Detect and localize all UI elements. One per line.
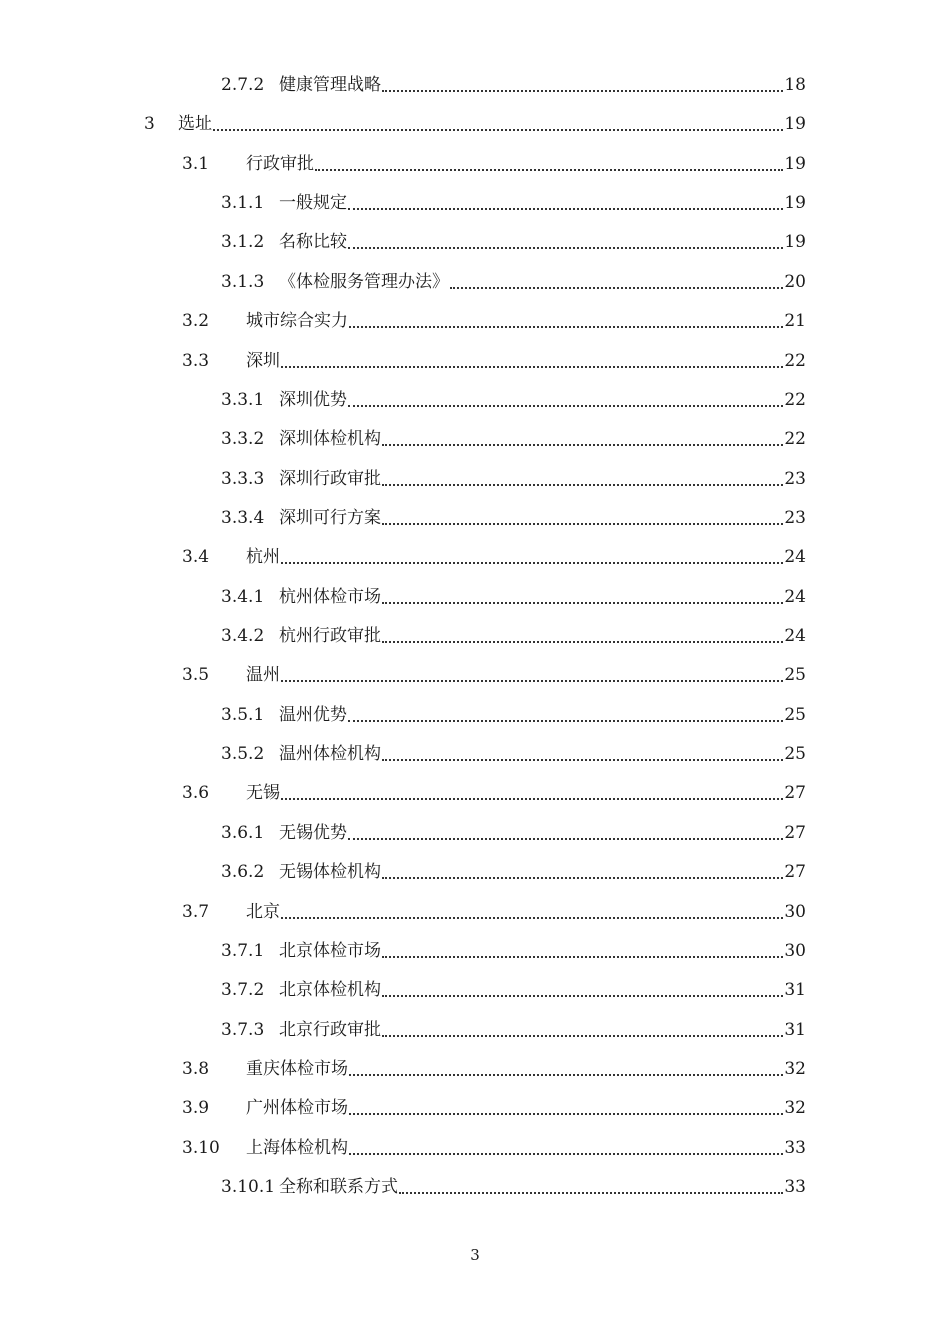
toc-entry-title: 重庆体检市场 bbox=[246, 1059, 348, 1079]
dot-leader bbox=[281, 798, 783, 800]
toc-entry-title: 温州体检机构 bbox=[279, 744, 381, 764]
toc-entry-page: 18 bbox=[784, 75, 806, 95]
dot-leader bbox=[382, 759, 783, 761]
dot-leader bbox=[281, 917, 783, 919]
dot-leader bbox=[382, 602, 783, 604]
toc-entry-number: 3.9 bbox=[182, 1098, 210, 1118]
toc-entry-title: 北京行政审批 bbox=[279, 1020, 381, 1040]
toc-entry-title: 无锡 bbox=[246, 783, 280, 803]
toc-entry-title: 深圳行政审批 bbox=[279, 469, 381, 489]
toc-entry-number: 3.5.1 bbox=[221, 705, 265, 725]
toc-entry-number: 3.6.1 bbox=[221, 823, 265, 843]
toc-entry-page: 19 bbox=[784, 154, 806, 174]
toc-entry-page: 27 bbox=[784, 783, 806, 803]
toc-entry-number: 3.1.2 bbox=[221, 232, 265, 252]
dot-leader bbox=[348, 208, 783, 210]
toc-entry-title: 北京 bbox=[246, 902, 280, 922]
toc-entry-number: 3.5.2 bbox=[221, 744, 265, 764]
toc-entry-number: 3.10 bbox=[182, 1138, 220, 1158]
toc-entry[interactable] bbox=[221, 701, 806, 725]
toc-entry-title: 全称和联系方式 bbox=[279, 1177, 398, 1197]
toc-entry-number: 3.1.1 bbox=[221, 193, 265, 213]
toc-entry-number: 3.4.1 bbox=[221, 587, 265, 607]
toc-entry-page: 25 bbox=[784, 744, 806, 764]
toc-entry-title: 深圳优势 bbox=[279, 390, 347, 410]
toc-entry-page: 31 bbox=[784, 980, 806, 1000]
toc-entry-title: 深圳体检机构 bbox=[279, 429, 381, 449]
toc-entry[interactable] bbox=[182, 898, 806, 922]
dot-leader bbox=[450, 287, 783, 289]
dot-leader bbox=[349, 1113, 783, 1115]
toc-entry-page: 27 bbox=[784, 823, 806, 843]
toc-entry[interactable] bbox=[182, 661, 806, 685]
toc-entry-page: 23 bbox=[784, 469, 806, 489]
toc-entry-title: 选址 bbox=[178, 114, 212, 134]
toc-entry-number: 3.3.3 bbox=[221, 469, 265, 489]
toc-entry-number: 3.4.2 bbox=[221, 626, 265, 646]
toc-entry-number: 3.7.1 bbox=[221, 941, 265, 961]
toc-entry-number: 3.3.1 bbox=[221, 390, 265, 410]
toc-entry[interactable] bbox=[221, 386, 806, 410]
toc-entry-title: 北京体检机构 bbox=[279, 980, 381, 1000]
dot-leader bbox=[382, 956, 783, 958]
dot-leader bbox=[315, 169, 783, 171]
toc-entry[interactable] bbox=[144, 110, 806, 134]
dot-leader bbox=[349, 1153, 783, 1155]
toc-entry-title: 杭州 bbox=[246, 547, 280, 567]
dot-leader bbox=[348, 838, 783, 840]
toc-entry[interactable] bbox=[221, 819, 806, 843]
toc-entry-page: 24 bbox=[784, 547, 806, 567]
toc-entry-page: 19 bbox=[784, 232, 806, 252]
toc-entry-page: 22 bbox=[784, 429, 806, 449]
toc-entry[interactable] bbox=[221, 1173, 806, 1197]
toc-entry-number: 3.6.2 bbox=[221, 862, 265, 882]
toc-entry-page: 32 bbox=[784, 1098, 806, 1118]
dot-leader bbox=[382, 1035, 783, 1037]
toc-entry-number: 3.7.3 bbox=[221, 1020, 265, 1040]
toc-entry[interactable] bbox=[182, 779, 806, 803]
dot-leader bbox=[349, 326, 783, 328]
toc-entry-page: 24 bbox=[784, 587, 806, 607]
dot-leader bbox=[382, 641, 783, 643]
toc-entry-number: 3.8 bbox=[182, 1059, 210, 1079]
toc-entry-title: 名称比较 bbox=[279, 232, 347, 252]
toc-entry-number: 3.5 bbox=[182, 665, 210, 685]
toc-entry[interactable] bbox=[182, 1055, 806, 1079]
toc-entry-number: 3.2 bbox=[182, 311, 210, 331]
toc-entry-page: 19 bbox=[784, 114, 806, 134]
toc-entry-page: 23 bbox=[784, 508, 806, 528]
toc-entry-number: 3.10.1 bbox=[221, 1177, 276, 1197]
toc-entry-page: 19 bbox=[784, 193, 806, 213]
toc-entry-title: 广州体检市场 bbox=[246, 1098, 348, 1118]
toc-entry-title: 上海体检机构 bbox=[246, 1138, 348, 1158]
toc-entry-number: 3.1.3 bbox=[221, 272, 265, 292]
toc-entry-title: 杭州行政审批 bbox=[279, 626, 381, 646]
dot-leader bbox=[399, 1192, 783, 1194]
dot-leader bbox=[348, 247, 783, 249]
toc-entry-number: 3.3.2 bbox=[221, 429, 265, 449]
dot-leader bbox=[349, 1074, 783, 1076]
toc-entry-page: 33 bbox=[784, 1138, 806, 1158]
toc-entry-number: 3.3 bbox=[182, 351, 210, 371]
toc-entry[interactable] bbox=[221, 268, 806, 292]
toc-entry-title: 一般规定 bbox=[279, 193, 347, 213]
toc-entry-number: 3.7.2 bbox=[221, 980, 265, 1000]
toc-entry-page: 22 bbox=[784, 390, 806, 410]
toc-entry-title: 杭州体检市场 bbox=[279, 587, 381, 607]
toc-entry[interactable] bbox=[221, 189, 806, 213]
toc-entry-number: 3.3.4 bbox=[221, 508, 265, 528]
toc-entry-page: 25 bbox=[784, 705, 806, 725]
toc-entry-page: 22 bbox=[784, 351, 806, 371]
toc-entry-page: 20 bbox=[784, 272, 806, 292]
toc-entry-page: 25 bbox=[784, 665, 806, 685]
toc-entry-title: 《体检服务管理办法》 bbox=[279, 272, 449, 292]
dot-leader bbox=[281, 680, 783, 682]
toc-entry-title: 健康管理战略 bbox=[279, 75, 381, 95]
toc-entry[interactable] bbox=[182, 150, 806, 174]
toc-entry-number: 3 bbox=[144, 114, 155, 134]
toc-entry[interactable] bbox=[221, 465, 806, 489]
dot-leader bbox=[382, 877, 783, 879]
toc-entry[interactable] bbox=[221, 622, 806, 646]
toc-entry-number: 2.7.2 bbox=[221, 75, 265, 95]
toc-entry[interactable] bbox=[221, 1016, 806, 1040]
toc-entry[interactable] bbox=[182, 307, 806, 331]
toc-entry[interactable] bbox=[182, 1094, 806, 1118]
toc-entry[interactable] bbox=[182, 347, 806, 371]
toc-entry[interactable] bbox=[182, 1134, 806, 1158]
dot-leader bbox=[281, 366, 783, 368]
toc-entry-number: 3.4 bbox=[182, 547, 210, 567]
toc-entry-page: 30 bbox=[784, 941, 806, 961]
toc-entry-page: 30 bbox=[784, 902, 806, 922]
dot-leader bbox=[348, 720, 783, 722]
toc-entry-title: 北京体检市场 bbox=[279, 941, 381, 961]
toc-entry[interactable] bbox=[221, 228, 806, 252]
toc-entry[interactable] bbox=[221, 976, 806, 1000]
toc-entry-title: 温州优势 bbox=[279, 705, 347, 725]
dot-leader bbox=[382, 90, 783, 92]
toc-entry-page: 21 bbox=[784, 311, 806, 331]
toc-entry[interactable] bbox=[221, 740, 806, 764]
toc-entry[interactable] bbox=[221, 425, 806, 449]
toc-entry-page: 27 bbox=[784, 862, 806, 882]
toc-entry[interactable] bbox=[182, 543, 806, 567]
toc-entry-title: 城市综合实力 bbox=[246, 311, 348, 331]
toc-entry-title: 无锡体检机构 bbox=[279, 862, 381, 882]
toc-entry-page: 31 bbox=[784, 1020, 806, 1040]
dot-leader bbox=[382, 995, 783, 997]
dot-leader bbox=[213, 129, 783, 131]
toc-entry-title: 温州 bbox=[246, 665, 280, 685]
toc-entry-number: 3.6 bbox=[182, 783, 210, 803]
toc-entry-title: 行政审批 bbox=[246, 154, 314, 174]
dot-leader bbox=[281, 562, 783, 564]
toc-entry-title: 深圳可行方案 bbox=[279, 508, 381, 528]
toc-entry[interactable] bbox=[221, 71, 806, 95]
dot-leader bbox=[382, 523, 783, 525]
toc-entry-page: 33 bbox=[784, 1177, 806, 1197]
toc-entry-number: 3.7 bbox=[182, 902, 210, 922]
page-number: 3 bbox=[470, 1246, 480, 1264]
toc-entry-title: 深圳 bbox=[246, 351, 280, 371]
toc-entry[interactable] bbox=[221, 858, 806, 882]
dot-leader bbox=[382, 484, 783, 486]
toc-entry[interactable] bbox=[221, 937, 806, 961]
toc-entry[interactable] bbox=[221, 504, 806, 528]
toc-entry-page: 24 bbox=[784, 626, 806, 646]
dot-leader bbox=[382, 444, 783, 446]
toc-entry-page: 32 bbox=[784, 1059, 806, 1079]
toc-entry[interactable] bbox=[221, 583, 806, 607]
toc-entry-title: 无锡优势 bbox=[279, 823, 347, 843]
dot-leader bbox=[348, 405, 783, 407]
toc-entry-number: 3.1 bbox=[182, 154, 210, 174]
